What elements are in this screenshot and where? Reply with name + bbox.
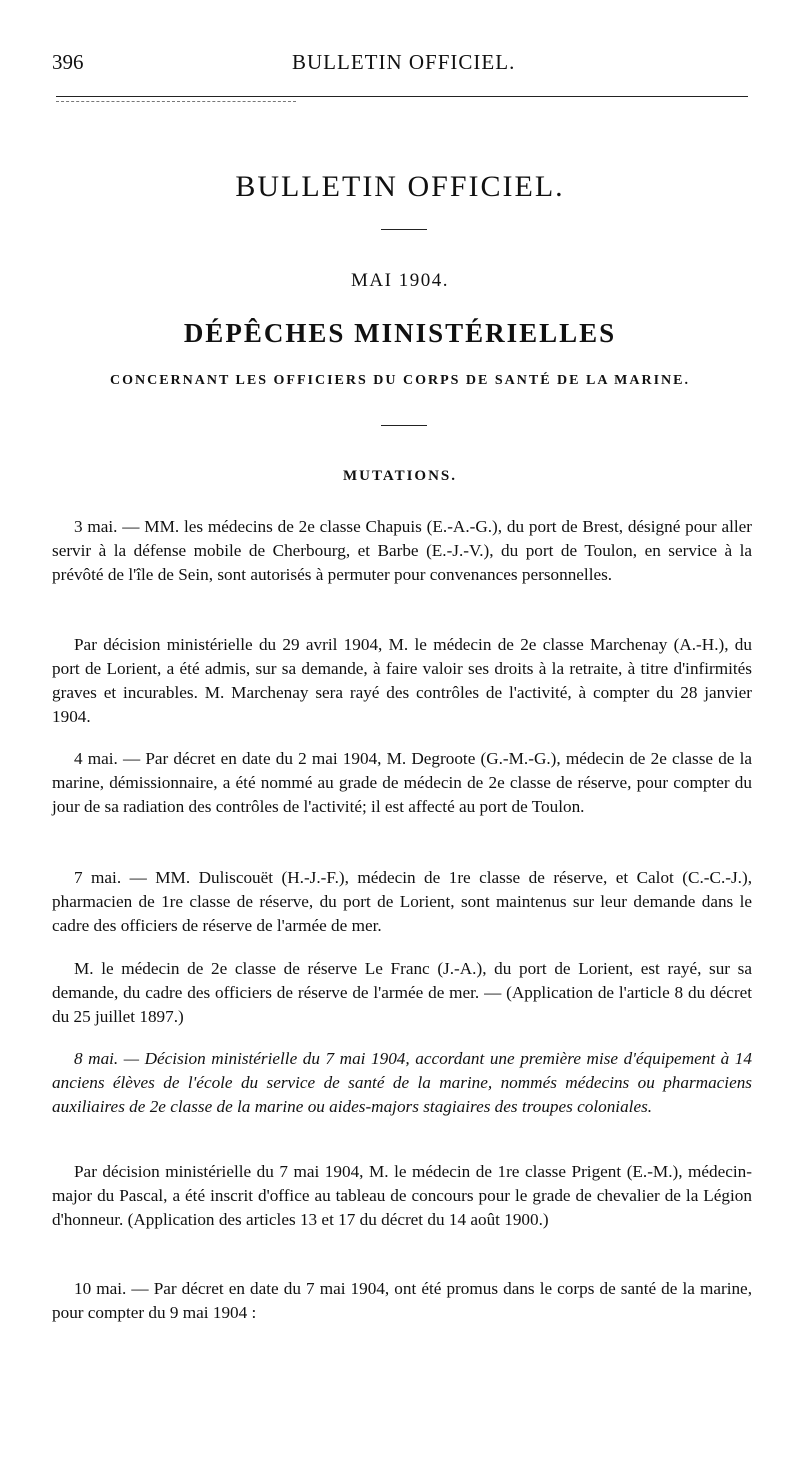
page-number: 396 (52, 50, 84, 74)
section-title: DÉPÊCHES MINISTÉRIELLES (183, 318, 617, 348)
section-subtitle: CONCERNANT LES OFFICIERS DU CORPS DE SANTÉ DE LA MARINE. (109, 373, 691, 388)
paragraph-8-mai: 8 mai. — Décision ministérielle du 7 mai 1904, accordant une première mise d'équipement à 14 anciens élèves de l'école du service de santé de la marine, nommés médecins ou pharmaciens auxiliaires de 2e classe de la marine ou aides-majors stagiaires des troupes coloniales. (52, 1049, 752, 1116)
date-heading: MAI 1904. (351, 270, 449, 291)
paragraph-marchenay: Par décision ministérielle du 29 avril 1904, M. le médecin de 2e classe Marchenay (A.-H.), du port de Lorient, a été admis, sur sa demande, à faire valoir ses droits à la retraite, à titre d'infirmités graves et incurables. M. Marchenay sera rayé des contrôles de l'activité, à compter du 28 janvier 1904. (52, 635, 752, 726)
mutations-heading: MUTATIONS. (342, 468, 458, 484)
header-rule (56, 96, 748, 97)
main-title: BULLETIN OFFICIEL. (235, 170, 565, 203)
paragraph-3-mai: 3 mai. — MM. les médecins de 2e classe Chapuis (E.-A.-G.), du port de Brest, désigné pour aller servir à la défense mobile de Cherbourg, et Barbe (E.-J.-V.), du port de Toulon, en service à la prévôté de l'île de Sein, sont autorisés à permuter pour convenances personnelles. (52, 517, 752, 584)
paragraph-10-mai: 10 mai. — Par décret en date du 7 mai 1904, ont été promus dans le corps de santé de la marine, pour compter du 9 mai 1904 : (52, 1279, 752, 1322)
section-separator-rule (381, 425, 427, 426)
title-separator-rule (381, 229, 427, 230)
paragraph-le-franc: M. le médecin de 2e classe de réserve Le Franc (J.-A.), du port de Lorient, est rayé, sur sa demande, du cadre des officiers de réserve de l'armée de mer. — (Application de l'article 8 du décret du 25 juillet 1897.) (52, 959, 752, 1026)
running-header (52, 50, 752, 80)
paragraph-7-mai: 7 mai. — MM. Duliscouët (H.-J.-F.), médecin de 1re classe de réserve, et Calot (C.-C.-J.), pharmacien de 1re classe de réserve, du port de Lorient, sont maintenus sur leur demande dans le cadre des officiers de réserve de l'armée de mer. (52, 868, 752, 935)
paragraph-4-mai: 4 mai. — Par décret en date du 2 mai 1904, M. Degroote (G.-M.-G.), médecin de 2e classe de la marine, démissionnaire, a été nommé au grade de médecin de 2e classe de réserve, pour compter du jour de sa radiation des contrôles de l'activité; il est affecté au port de Toulon. (52, 749, 752, 816)
header-rule-dashed (56, 101, 296, 102)
paragraph-prigent: Par décision ministérielle du 7 mai 1904, M. le médecin de 1re classe Prigent (E.-M.), médecin-major du Pascal, a été inscrit d'office au tableau de concours pour le grade de chevalier de la Légion d'honneur. (Application des articles 13 et 17 du décret du 14 août 1900.) (52, 1162, 752, 1229)
running-title: BULLETIN OFFICIEL. (292, 50, 516, 74)
